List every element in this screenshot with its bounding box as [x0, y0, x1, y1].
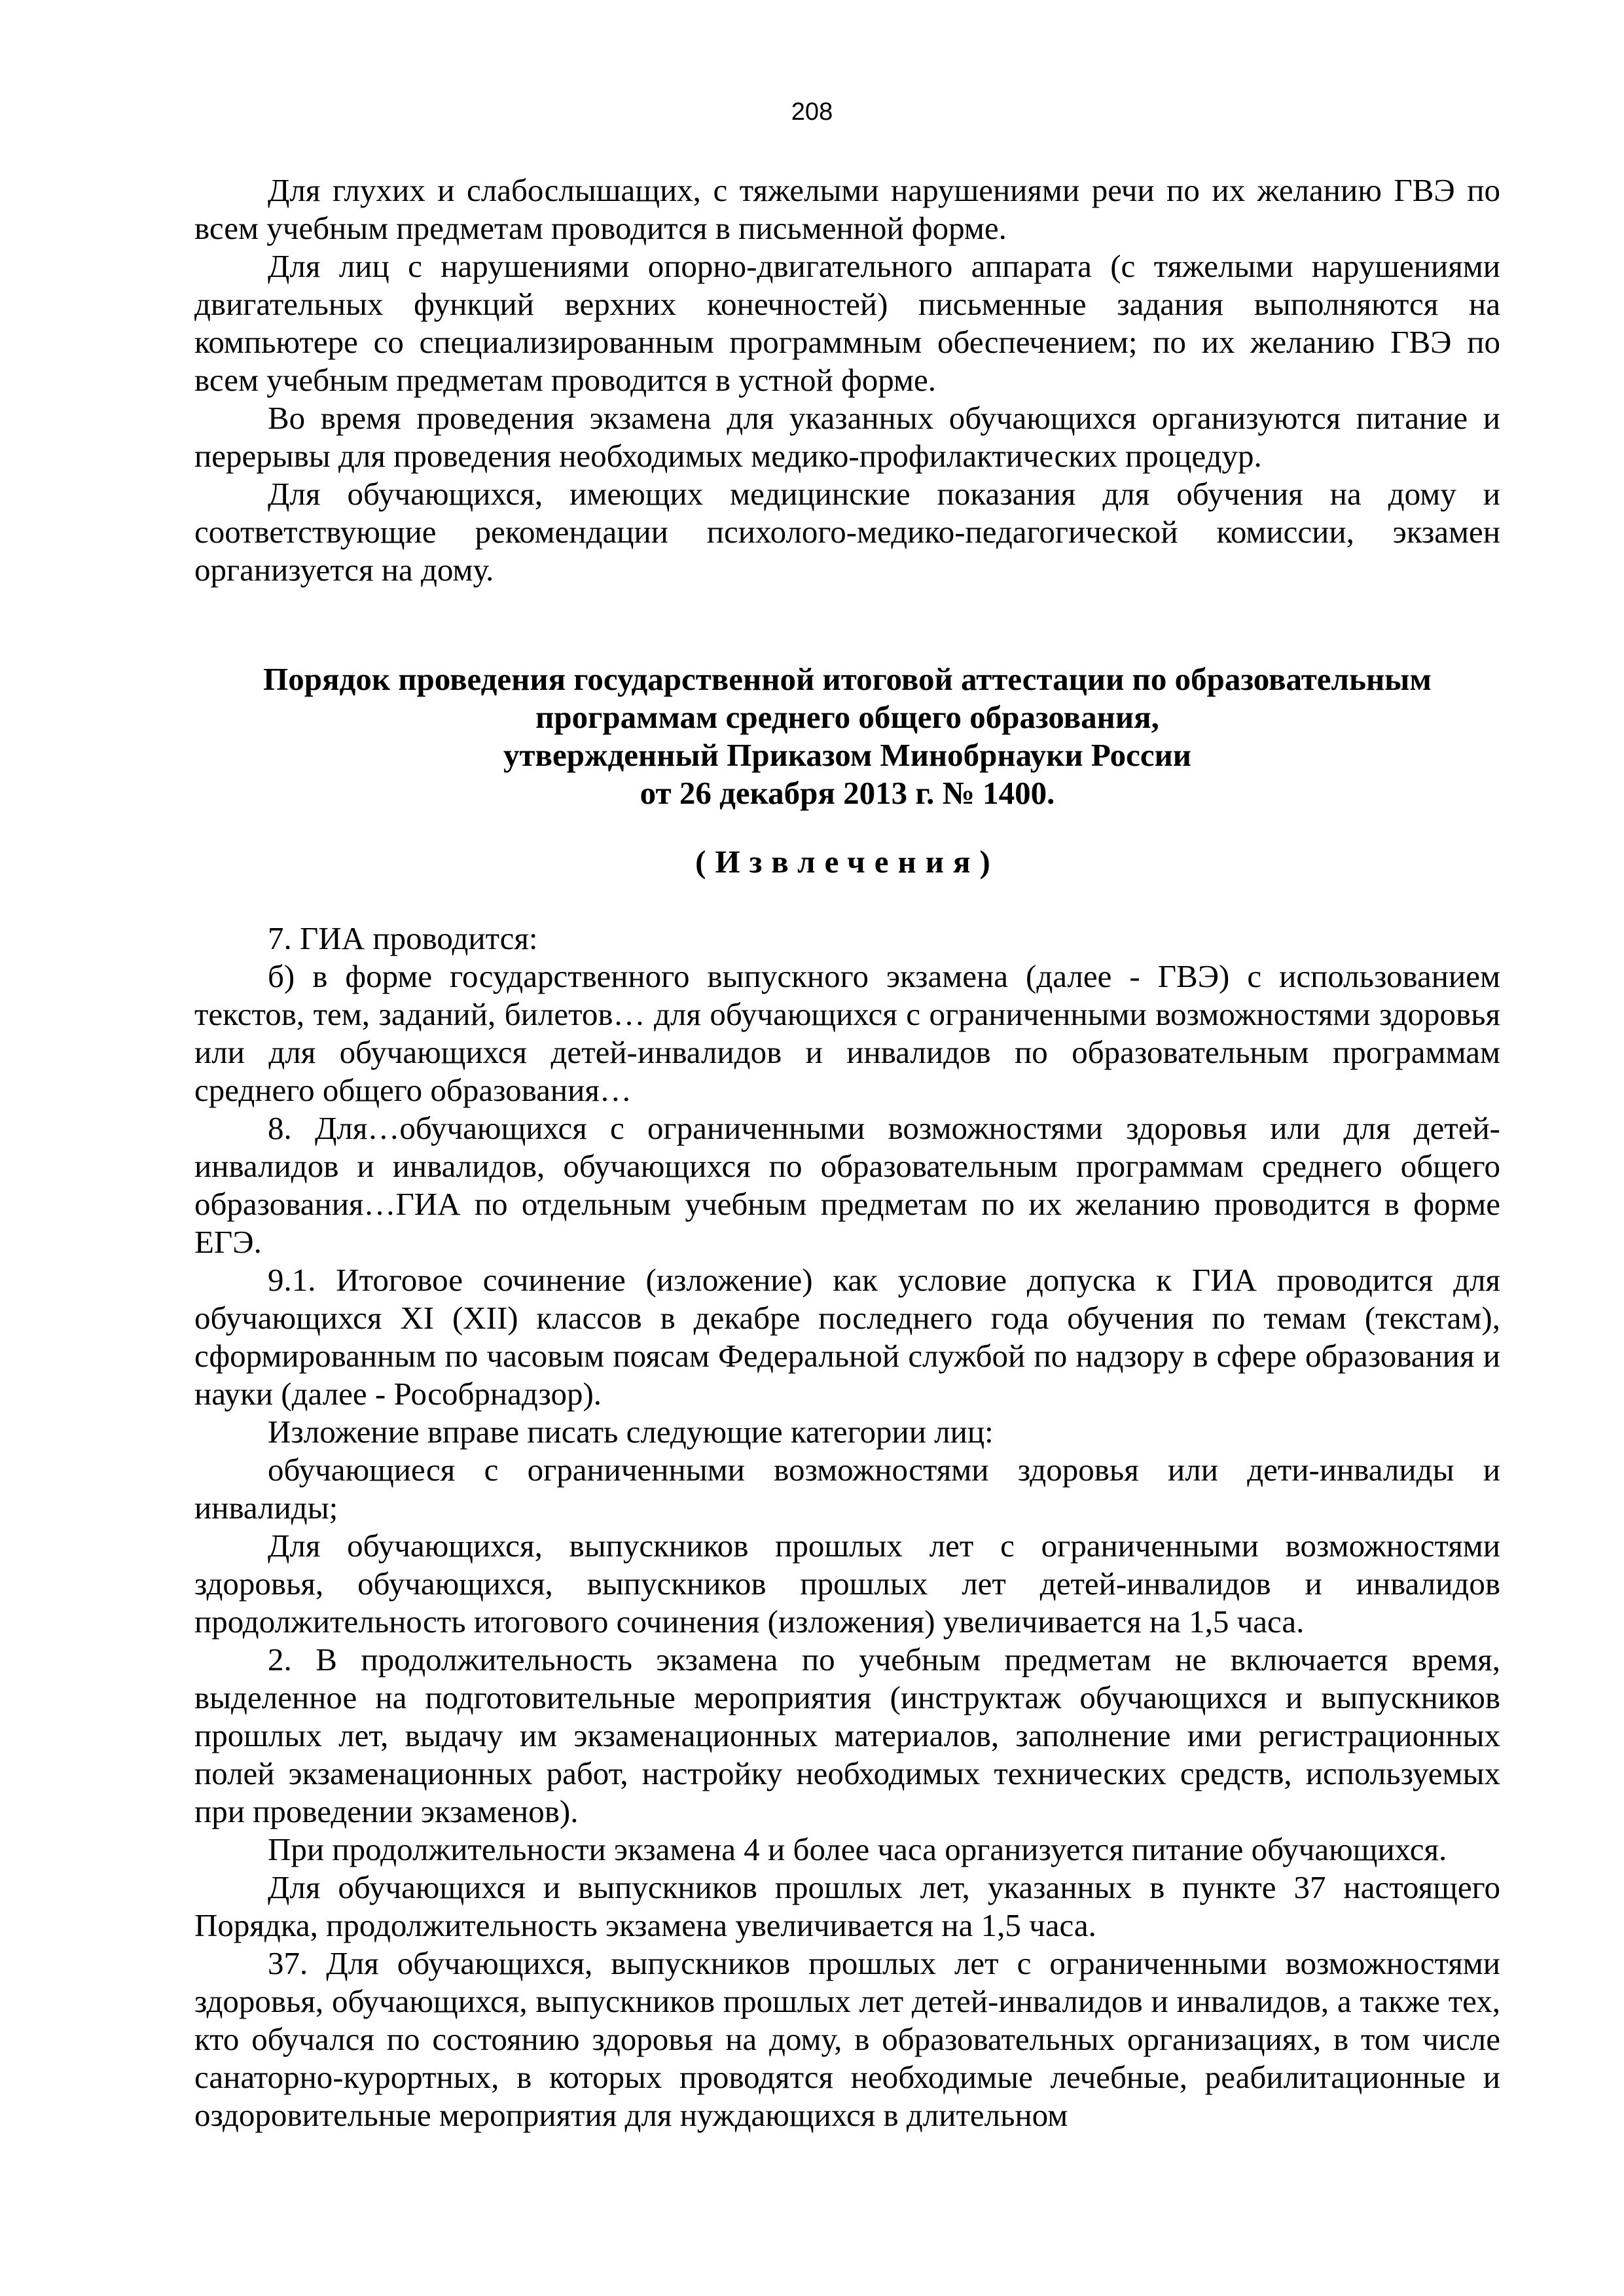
paragraph: При продолжительности экзамена 4 и более часа организуется питание обучающихся.	[268, 1831, 1447, 1867]
paragraph: Во время проведения экзамена для указанных обучающихся организуются питание и перерывы для проведения необходимых медико-профилактических процедур.	[194, 400, 1500, 474]
extract-label: (Извлечения)	[695, 844, 1000, 880]
paragraph: Изложение вправе писать следующие категории лиц:	[268, 1414, 994, 1450]
heading-line: программам среднего общего образования,	[535, 699, 1159, 735]
section-heading	[194, 660, 1500, 812]
heading-line: Порядок проведения государственной итоговой аттестации по образовательным	[263, 661, 1432, 697]
paragraph: обучающиеся с ограниченными возможностями здоровья или дети-инвалиды и инвалиды;	[194, 1452, 1500, 1526]
paragraph: 2. В продолжительность экзамена по учебным предметам не включается время, выделенное на подготовительные мероприятия (инструктаж обучающихся и выпускников прошлых лет, выдачу им экзаменационных материалов, заполнение ими регистрационных полей экзаменационных работ, настройку необходимых технических средств, используемых при проведении экзаменов).	[194, 1641, 1500, 1829]
main-section	[194, 920, 1500, 2134]
paragraph: Для обучающихся и выпускников прошлых лет, указанных в пункте 37 настоящего Порядка, продолжительность экзамена увеличивается на 1,5 часа.	[194, 1869, 1500, 1943]
intro-section	[194, 171, 1500, 589]
paragraph: 9.1. Итоговое сочинение (изложение) как условие допуска к ГИА проводится для обучающихся XI (XII) классов в декабре последнего года обучения по темам (текстам), сформированным по часовым поясам Федеральной службой по надзору в сфере образования и науки (далее - Рособрнадзор).	[194, 1262, 1500, 1412]
heading-line: утвержденный Приказом Минобрнауки России	[503, 737, 1192, 773]
heading-line: от 26 декабря 2013 г. № 1400.	[640, 775, 1055, 811]
page-number: 208	[791, 98, 833, 126]
paragraph: Для глухих и слабослышащих, с тяжелыми нарушениями речи по их желанию ГВЭ по всем учебным предметам проводится в письменной форме.	[194, 172, 1500, 246]
paragraph: Для лиц с нарушениями опорно-двигательного аппарата (с тяжелыми нарушениями двигательных функций верхних конечностей) письменные задания выполняются на компьютере со специализированным программным обеспечением; по их желанию ГВЭ по всем учебным предметам проводится в устной форме.	[194, 248, 1500, 398]
paragraph: Для обучающихся, выпускников прошлых лет с ограниченными возможностями здоровья, обучающихся, выпускников прошлых лет детей-инвалидов и инвалидов продолжительность итогового сочинения (изложения) увеличивается на 1,5 часа.	[194, 1528, 1500, 1640]
paragraph: 7. ГИА проводится:	[268, 920, 538, 956]
paragraph: 8. Для…обучающихся с ограниченными возможностями здоровья или для детей-инвалидов и инвалидов, обучающихся по образовательным программам среднего общего образования…ГИА по отдельным учебным предметам по их желанию проводится в форме ЕГЭ.	[194, 1110, 1500, 1260]
paragraph: Для обучающихся, имеющих медицинские показания для обучения на дому и соответствующие рекомендации психолого-медико-педагогической комиссии, экзамен организуется на дому.	[194, 476, 1500, 588]
paragraph: 37. Для обучающихся, выпускников прошлых лет с ограниченными возможностями здоровья, обучающихся, выпускников прошлых лет детей-инвалидов и инвалидов, а также тех, кто обучался по состоянию здоровья на дому, в образовательных организациях, в том числе санаторно-курортных, в которых проводятся необходимые лечебные, реабилитационные и оздоровительные мероприятия для нуждающихся в длительном	[194, 1945, 1500, 2133]
paragraph: б) в форме государственного выпускного экзамена (далее - ГВЭ) с использованием текстов, тем, заданий, билетов… для обучающихся с ограниченными возможностями здоровья или для обучающихся детей-инвалидов и инвалидов по образовательным программам среднего общего образования…	[194, 958, 1500, 1108]
